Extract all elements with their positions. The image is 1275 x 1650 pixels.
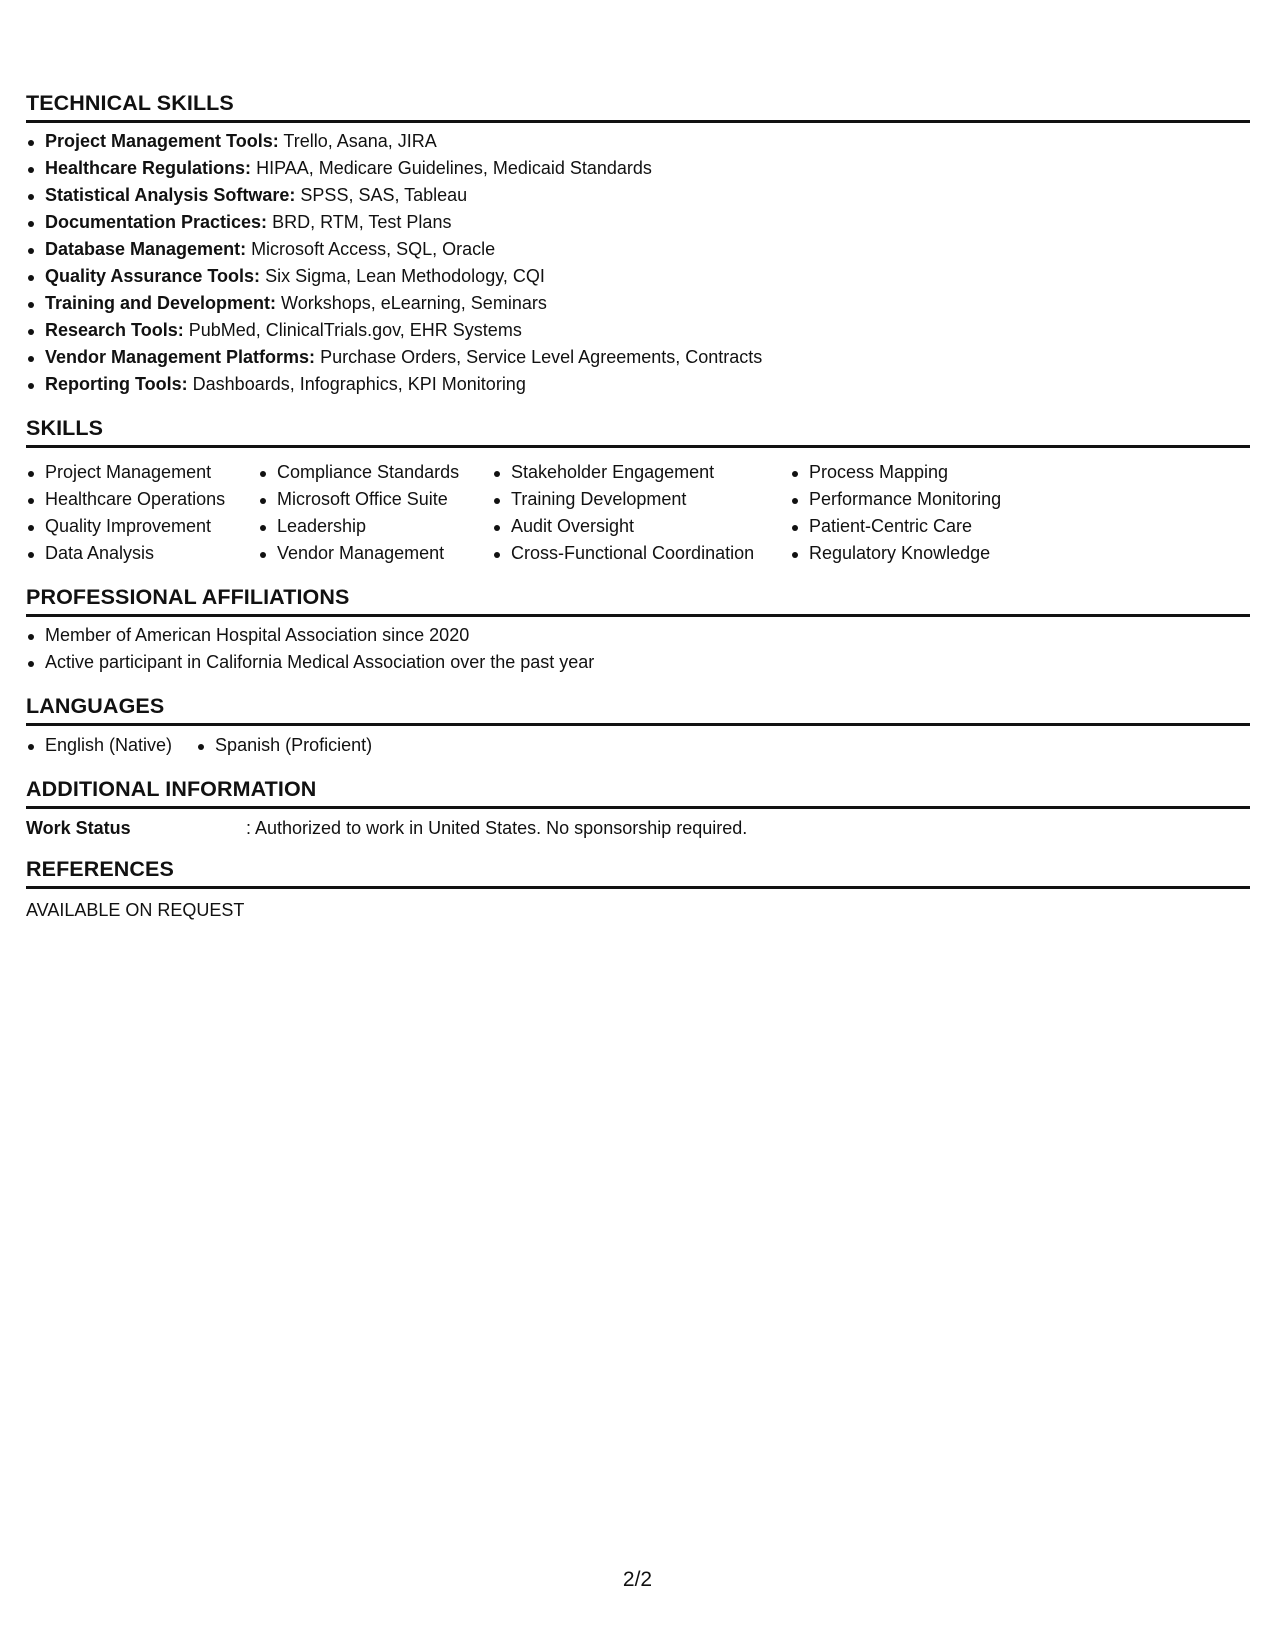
list-item xyxy=(26,290,1250,317)
list-item: Quality Improvement xyxy=(26,513,258,540)
list-item: Data Analysis xyxy=(26,540,258,567)
section-spacer xyxy=(26,842,1250,856)
skill-label: Reporting Tools: xyxy=(45,374,188,394)
list-item: Patient-Centric Care xyxy=(790,513,1050,540)
list-item: Vendor Management xyxy=(258,540,492,567)
list-item xyxy=(26,182,1250,209)
skills-section xyxy=(26,415,1250,567)
skill-value: Dashboards, Infographics, KPI Monitoring xyxy=(187,374,526,394)
list-item xyxy=(26,263,1250,290)
skill-label: Project Management Tools: xyxy=(45,131,279,151)
additional-info-section xyxy=(26,776,1250,842)
skills-column xyxy=(26,454,258,567)
resume-page xyxy=(26,90,1250,924)
skill-label: Vendor Management Platforms: xyxy=(45,347,316,367)
list-item: Leadership xyxy=(258,513,492,540)
list-item: Stakeholder Engagement xyxy=(492,459,790,486)
technical-skills-list xyxy=(26,123,1250,398)
list-item: Project Management xyxy=(26,459,258,486)
info-row xyxy=(26,809,1250,842)
list-item: Microsoft Office Suite xyxy=(258,486,492,513)
skill-value: BRD, RTM, Test Plans xyxy=(267,212,452,232)
skills-column xyxy=(492,454,790,567)
list-item: Spanish (Proficient) xyxy=(196,732,372,759)
skill-value: Microsoft Access, SQL, Oracle xyxy=(246,239,496,259)
section-title-skills: SKILLS xyxy=(26,415,1250,448)
list-item: Regulatory Knowledge xyxy=(790,540,1050,567)
references-text: AVAILABLE ON REQUEST xyxy=(26,900,245,920)
list-item: Compliance Standards xyxy=(258,459,492,486)
section-title-languages: LANGUAGES xyxy=(26,693,1250,726)
list-item: Performance Monitoring xyxy=(790,486,1050,513)
section-spacer xyxy=(26,567,1250,584)
list-item xyxy=(26,209,1250,236)
skill-label: Research Tools: xyxy=(45,320,184,340)
affiliations-list xyxy=(26,617,1250,676)
list-item: Process Mapping xyxy=(790,459,1050,486)
section-title-affiliations: PROFESSIONAL AFFILIATIONS xyxy=(26,584,1250,617)
skill-value: HIPAA, Medicare Guidelines, Medicaid Standards xyxy=(251,158,652,178)
section-title-additional-info: ADDITIONAL INFORMATION xyxy=(26,776,1250,809)
page-number: 2/2 xyxy=(622,1568,653,1591)
list-item: Member of American Hospital Association since 2020 xyxy=(26,622,1250,649)
list-item xyxy=(26,128,1250,155)
languages-section xyxy=(26,693,1250,759)
references-section xyxy=(26,856,1250,924)
skills-column xyxy=(790,454,1050,567)
info-key: Work Status xyxy=(26,818,131,838)
info-value: : Authorized to work in United States. No sponsorship required. xyxy=(246,818,748,838)
list-item xyxy=(26,155,1250,182)
list-item: English (Native) xyxy=(26,732,172,759)
section-title-references: REFERENCES xyxy=(26,856,1250,889)
list-item xyxy=(26,371,1250,398)
list-item: Active participant in California Medical Association over the past year xyxy=(26,649,1250,676)
skill-value: Six Sigma, Lean Methodology, CQI xyxy=(260,266,545,286)
skill-label: Documentation Practices: xyxy=(45,212,268,232)
list-item: Audit Oversight xyxy=(492,513,790,540)
list-item: Training Development xyxy=(492,486,790,513)
skill-label: Healthcare Regulations: xyxy=(45,158,252,178)
skill-value: SPSS, SAS, Tableau xyxy=(295,185,468,205)
skills-column xyxy=(258,454,492,567)
skill-value: Workshops, eLearning, Seminars xyxy=(276,293,547,313)
section-spacer xyxy=(26,676,1250,693)
section-title-technical-skills: TECHNICAL SKILLS xyxy=(26,90,1250,123)
section-spacer xyxy=(26,398,1250,415)
list-item: Cross-Functional Coordination xyxy=(492,540,790,567)
affiliations-section xyxy=(26,584,1250,676)
list-item: Healthcare Operations xyxy=(26,486,258,513)
section-spacer xyxy=(26,759,1250,776)
skill-label: Training and Development: xyxy=(45,293,277,313)
skill-label: Statistical Analysis Software: xyxy=(45,185,296,205)
skill-value: Purchase Orders, Service Level Agreements, Contracts xyxy=(315,347,763,367)
languages-list xyxy=(26,726,1250,759)
skill-value: Trello, Asana, JIRA xyxy=(278,131,437,151)
list-item xyxy=(26,344,1250,371)
skill-label: Quality Assurance Tools: xyxy=(45,266,261,286)
technical-skills-section xyxy=(26,90,1250,398)
skill-label: Database Management: xyxy=(45,239,247,259)
list-item xyxy=(26,317,1250,344)
skill-value: PubMed, ClinicalTrials.gov, EHR Systems xyxy=(183,320,522,340)
skills-grid xyxy=(26,448,1250,567)
list-item xyxy=(26,236,1250,263)
